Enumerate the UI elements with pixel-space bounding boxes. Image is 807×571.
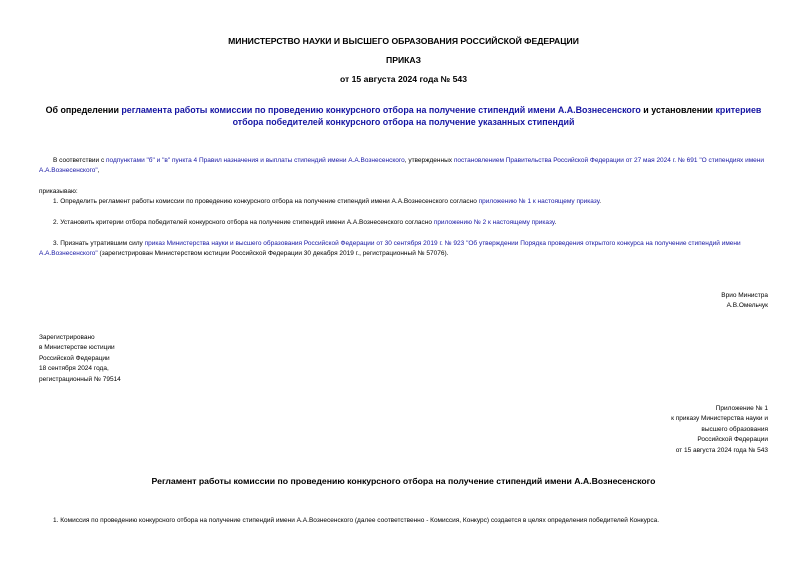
preamble-paragraph (39, 156, 769, 176)
registration-line: 18 сентября 2024 года, (39, 365, 109, 373)
item-2-end: . (554, 219, 557, 226)
date-number-heading: от 15 августа 2024 года № 543 (340, 74, 467, 84)
appendix-line: Российской Федерации (697, 436, 768, 444)
appendix-block (671, 404, 768, 456)
order-title-text-1: Об определении (45, 105, 122, 115)
appendix-line: к приказу Министерства науки и (671, 415, 768, 423)
appendix-line: высшего образования (701, 425, 768, 433)
appendix-line: от 15 августа 2024 года № 543 (675, 446, 768, 454)
regulation-paragraph-1: 1. Комиссия по проведению конкурсного отбора на получение стипендий имени А.А.Вознесенского (далее соответственно - Комиссия, Конкурс) создается в целях определения победителей Конкурса. (53, 517, 660, 524)
government-decree-link[interactable]: постановлением Правительства Российской Федерации от 27 мая 2024 г. № 691 "О стипендиях имени А.А.Вознесенского" (39, 157, 765, 174)
regulation-title: Регламент работы комиссии по проведению конкурсного отбора на получение стипендий имени А.А.Вознесенского (151, 476, 656, 486)
order-title-text-2: и установлении (640, 105, 716, 115)
criteria-link[interactable]: критериев отбора победителей конкурсного отбора на получение указанных стипендий (232, 105, 762, 127)
item-2-text: 2. Установить критерии отбора победителей конкурсного отбора на получение стипендий имени А.А.Вознесенского согласно (53, 219, 434, 226)
registration-block (39, 333, 121, 385)
rules-link[interactable]: подпунктами "б" и "в" пункта 4 Правил назначения и выплаты стипендий имени А.А.Вознесенского (106, 157, 405, 164)
order-item-2 (39, 218, 769, 228)
appendix-2-link[interactable]: приложению № 2 к настоящему приказу (433, 219, 555, 226)
appendix-line: Приложение № 1 (715, 405, 768, 412)
signature-name: А.В.Омельчук (726, 302, 768, 309)
signature-block (721, 291, 768, 311)
item-3-end: (зарегистрирован Министерством юстиции Российской Федерации 30 декабря 2019 г., регистрационный № 57076). (97, 250, 449, 257)
item-1-end: . (599, 198, 602, 205)
regulation-link[interactable]: регламента работы комиссии по проведению конкурсного отбора на получение стипендий имени А.А.Вознесенского (121, 105, 641, 115)
repealed-order-link[interactable]: приказ Министерства науки и высшего образования Российской Федерации от 30 сентября 2019 г. № 923 "Об утверждении Порядка проведения открытого конкурса на получение стипендий имени А.А.Вознесенского" (39, 240, 741, 257)
order-word: приказываю: (39, 188, 78, 195)
item-3-text: 3. Признать утратившим силу (53, 240, 145, 247)
order-item-3 (39, 239, 769, 259)
appendix-1-link[interactable]: приложению № 1 к настоящему приказу (478, 198, 600, 205)
order-title (40, 104, 767, 128)
item-1-text: 1. Определить регламент работы комиссии по проведению конкурсного отбора на получение стипендий имени А.А.Вознесенского согласно (53, 198, 479, 205)
preamble-text-3: , (97, 167, 100, 174)
preamble-text-2: , утвержденных (404, 157, 454, 164)
ministry-heading: МИНИСТЕРСТВО НАУКИ И ВЫСШЕГО ОБРАЗОВАНИЯ РОССИЙСКОЙ ФЕДЕРАЦИИ (228, 36, 579, 46)
registration-line: Российской Федерации (39, 354, 110, 362)
doc-type-heading: ПРИКАЗ (386, 55, 421, 65)
signature-position: Врио Министра (721, 292, 768, 299)
registration-line: регистрационный № 79514 (39, 375, 121, 383)
preamble-text-1: В соответствии с (53, 157, 107, 164)
registration-line: в Министерстве юстиции (39, 344, 115, 352)
registration-line: Зарегистрировано (39, 334, 95, 341)
order-item-1 (39, 197, 769, 207)
